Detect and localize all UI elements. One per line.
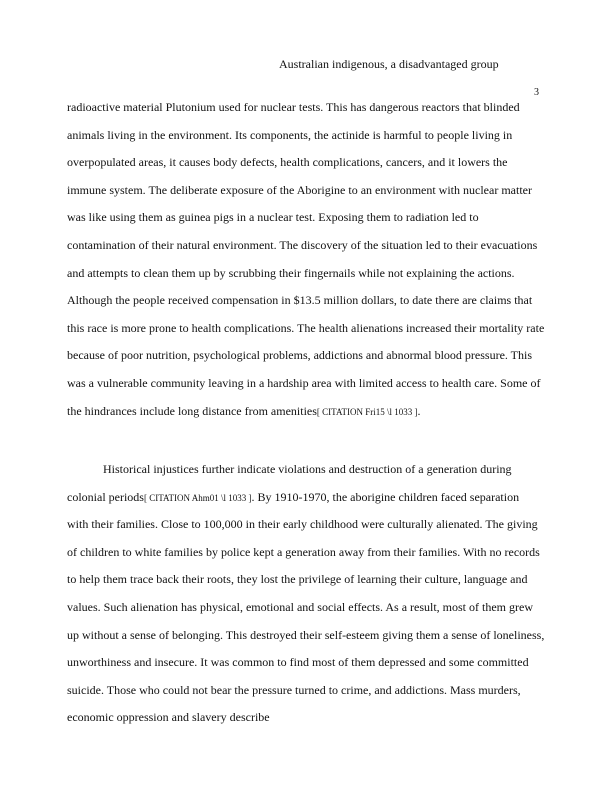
- paragraph-line: to help them trace back their roots, they lost the privilege of learning their culture, language and: [67, 572, 528, 587]
- paragraph-line: immune system. The deliberate exposure of the Aborigine to an environment with nuclear matter: [67, 182, 532, 197]
- paragraph-line: up without a sense of belonging. This destroyed their self-esteem giving them a sense of loneliness,: [67, 627, 545, 642]
- paragraph-line: radioactive material Plutonium used for nuclear tests. This has dangerous reactors that blinded: [67, 100, 520, 114]
- paragraph-line: economic oppression and slavery describe: [67, 710, 270, 725]
- paragraph-line: and attempts to clean them up by scrubbing their fingernails while not explaining the actions.: [67, 265, 515, 280]
- running-head: Australian indigenous, a disadvantaged group: [279, 57, 499, 71]
- paragraph-text: colonial periods: [67, 489, 144, 504]
- page-number: 3: [534, 87, 539, 98]
- paragraph-line-with-citation: [67, 484, 547, 512]
- paragraph-line: contamination of their natural environment. The discovery of the situation led to their evacuations: [67, 237, 538, 252]
- paragraph-1: [67, 94, 547, 425]
- citation-field: [ CITATION Fri15 \l 1033 ]: [316, 406, 418, 417]
- paragraph-line: was like using them as guinea pigs in a nuclear test. Exposing them to radiation led to: [67, 210, 479, 225]
- paragraph-line: of children to white families by police kept a generation away from their families. With no records: [67, 544, 540, 559]
- paragraph-first-line: Historical injustices further indicate violations and destruction of a generation during: [103, 462, 512, 476]
- paragraph-text: . By 1910-1970, the aborigine children faced separation: [251, 489, 520, 504]
- paragraph-line: was a vulnerable community leaving in a hardship area with limited access to health care. Some of: [67, 375, 541, 390]
- paragraph-2: [67, 456, 547, 732]
- paragraph-line: animals living in the environment. Its components, the actinide is harmful to people living in: [67, 127, 513, 142]
- paragraph-line: with their families. Close to 100,000 in their early childhood were culturally alienated. The giving: [67, 517, 538, 532]
- paragraph-line: suicide. Those who could not bear the pressure turned to crime, and addictions. Mass murders,: [67, 682, 521, 697]
- citation-field: [ CITATION Ahm01 \l 1033 ]: [143, 492, 252, 503]
- paragraph-line: values. Such alienation has physical, emotional and social effects. As a result, most of them grew: [67, 599, 533, 614]
- paragraph-line: this race is more prone to health complications. The health alienations increased their mortality rate: [67, 320, 545, 335]
- paragraph-line: Although the people received compensation in $13.5 million dollars, to date there are claims that: [67, 293, 533, 308]
- paragraph-text: the hindrances include long distance from amenities: [67, 403, 317, 418]
- paragraph-line-with-citation: [67, 398, 547, 426]
- paragraph-line: unworthiness and insecure. It was common to find most of them depressed and some committed: [67, 655, 529, 670]
- paragraph-line: because of poor nutrition, psychological problems, addictions and abnormal blood pressure. This: [67, 348, 533, 363]
- paragraph-line: overpopulated areas, it causes body defects, health complications, cancers, and it lowers the: [67, 155, 508, 170]
- paragraph-text: .: [417, 403, 421, 418]
